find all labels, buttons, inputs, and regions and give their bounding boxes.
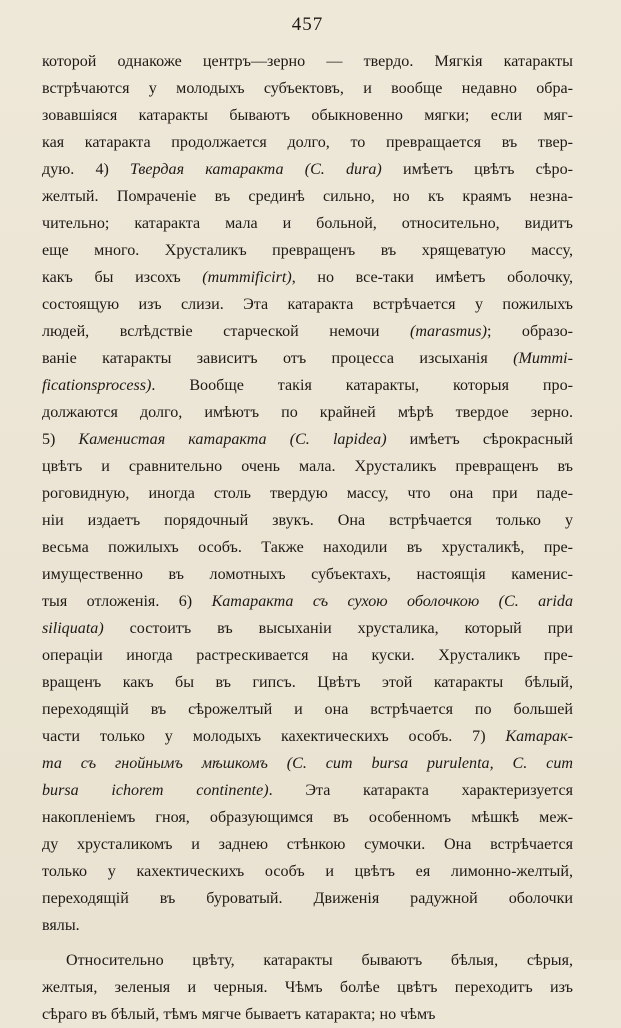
italic-term: Твердая катаракта (C. dura) [130,161,382,178]
text-line [42,291,573,318]
text-run: сѣраго въ бѣлый, тѣмъ мягче бываетъ катаракта; но чѣмъ [42,1006,436,1023]
italic-term: Катаракта съ сухою оболочкою (C. arida [211,593,573,610]
text-run: весьма пожилыхъ особъ. Также находили въ хрусталикѣ, пре- [42,539,573,556]
text-line [42,156,573,183]
text-run: части только у молодыхъ кахектическихъ особъ. 7) [42,728,506,745]
text-run: переходящій въ сѣрожелтый и она встрѣчается по большей [42,701,573,718]
text-line [42,237,573,264]
text-run: . Вообще такія катаракты, которыя про- [151,377,573,394]
text-line [42,588,573,615]
text-run: , но все-таки имѣетъ оболочку, [291,269,573,286]
italic-term: (marasmus) [410,323,487,340]
text-run: . Эта катаракта характеризуется [268,782,573,799]
text-run: желтыя, зеленыя и черныя. Чѣмъ болѣе цвѣтъ переходитъ изъ [42,979,573,996]
text-run: цвѣтъ и сравнительно очень мала. Хрусталикъ превращенъ въ [42,458,573,475]
text-line [42,507,573,534]
text-run: операціи иногда растрескивается на куски. Хрусталикъ пре- [42,647,573,664]
text-line [42,642,573,669]
text-line [42,723,573,750]
text-run: вращенъ какъ бы въ гипсъ. Цвѣтъ этой катаракты бѣлый, [42,674,573,691]
italic-term: (mummificirt) [202,269,292,286]
text-line [42,75,573,102]
text-line [42,372,573,399]
text-line [42,102,573,129]
text-line [42,426,573,453]
text-run: кая катаракта продолжается долго, то превращается въ твер- [42,134,573,151]
text-run: роговидную, иногда столь твердую массу, что она при паде- [42,485,573,502]
italic-term: Катарак- [505,728,573,745]
text-run: должаются долго, имѣютъ по крайней мѣрѣ твердое зерно. [42,404,573,421]
text-run: накопленіемъ гноя, образующимся въ особенномъ мѣшкѣ меж- [42,809,573,826]
text-run: имѣетъ цвѣтъ сѣро- [381,161,573,178]
text-run: встрѣчаются у молодыхъ субъектовъ, и вообще недавно обра- [42,80,573,97]
text-run: Относительно цвѣту, катаракты бываютъ бѣлыя, сѣрыя, [66,952,573,969]
text-line [42,264,573,291]
text-line [42,48,573,75]
text-run: состоитъ въ высыханіи хрусталика, который при [103,620,573,637]
text-run: тыя отложенія. 6) [42,593,212,610]
text-run: имѣетъ сѣрокрасный [386,431,573,448]
text-run: 5) [42,431,79,448]
text-line [42,885,573,912]
text-line [42,974,573,1001]
text-line [42,947,573,974]
text-line [42,345,573,372]
italic-term: та съ гнойнымъ мѣшкомъ (C. cum bursa purulenta, C. cum [42,755,573,772]
text-line [42,1001,573,1028]
text-line [42,615,573,642]
text-line [42,777,573,804]
text-run: дую. 4) [42,161,131,178]
text-run: ніи издаетъ порядочный звукъ. Она встрѣчается только у [42,512,573,529]
text-line [42,804,573,831]
text-run: людей, вслѣдствіе старческой немочи [42,323,411,340]
text-run: только у кахектическихъ особъ и цвѣтъ ея лимонно-желтый, [42,863,573,880]
text-line [42,696,573,723]
text-line [42,399,573,426]
text-run: состоящую изъ слизи. Эта катаракта встрѣчается у пожилыхъ [42,296,573,313]
text-line [42,831,573,858]
text-run: еще много. Хрусталикъ превращенъ въ хрящеватую массу, [42,242,573,259]
text-line [42,669,573,696]
italic-term: siliquata) [42,620,104,637]
text-line [42,480,573,507]
text-run: ваніе катаракты зависитъ отъ процесса изсыханія [42,350,514,367]
body-text [42,48,573,1028]
italic-term: bursa ichorem continente) [42,782,269,799]
text-line [42,183,573,210]
text-run: какъ бы изсохъ [42,269,203,286]
text-line [42,453,573,480]
text-run: чительно; катаракта мала и больной, относительно, видитъ [42,215,573,232]
text-line [42,561,573,588]
text-line [42,750,573,777]
text-line [42,210,573,237]
text-run: имущественно въ ломотныхъ субъектахъ, настоящія каменис- [42,566,573,583]
text-line [42,912,573,939]
italic-term: (Mummi- [513,350,573,367]
text-run: которой однакоже центръ—зерно — твердо. Мягкія катаракты [42,53,573,70]
text-line [42,858,573,885]
text-run: ду хрусталикомъ и заднею стѣнкою сумочки. Она встрѣчается [42,836,573,853]
italic-term: Каменистая катаракта (C. lapidea) [78,431,387,448]
italic-term: ficationsprocess) [42,377,152,394]
text-run: переходящій въ буроватый. Движенія радужной оболочки [42,890,573,907]
text-run: желтый. Помраченіе въ срединѣ сильно, но къ краямъ незна- [42,188,573,205]
text-run: ; образо- [486,323,573,340]
text-line [42,534,573,561]
text-run: зовавшіяся катаракты бываютъ обыкновенно мягки; если мяг- [42,107,573,124]
text-line [42,318,573,345]
page-number: 457 [291,14,324,35]
text-run: вялы. [42,917,80,934]
text-line [42,129,573,156]
